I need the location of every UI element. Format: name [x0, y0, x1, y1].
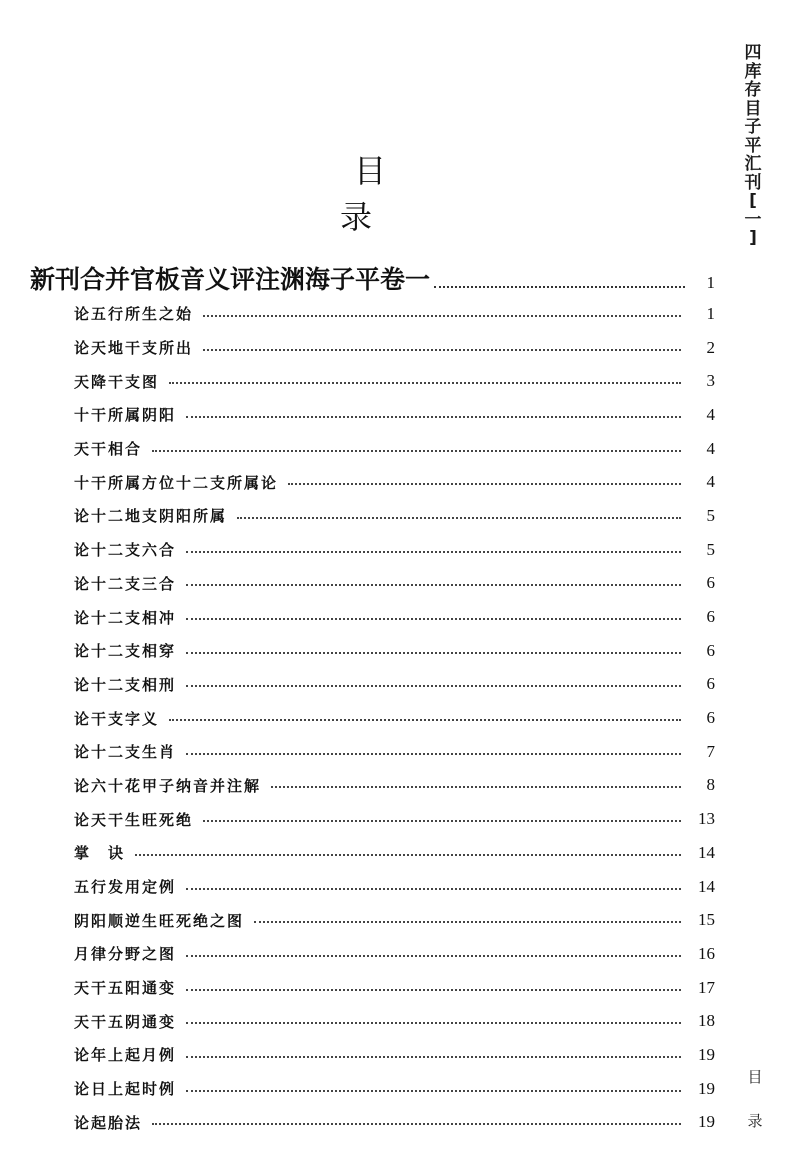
toc-entry: [74, 1004, 715, 1038]
toc-entry-page: 16: [698, 943, 715, 963]
toc-entry-title: 天降干支图: [74, 372, 160, 391]
toc-entry-page: 15: [698, 910, 715, 930]
toc-entry-page: 14: [698, 842, 715, 862]
side-title-char: 目: [744, 98, 762, 119]
dot-leader: [271, 786, 681, 788]
toc-entry-page: 7: [706, 741, 715, 761]
toc-entry-title: 论年上起月例: [74, 1046, 177, 1065]
toc-entry: [74, 432, 715, 466]
section-label: [743, 1055, 767, 1143]
dot-leader: [186, 753, 681, 755]
toc-entry: [74, 1106, 715, 1140]
side-title-char: 子: [744, 117, 762, 137]
toc-entry-title: 论十二地支阴阳所属: [74, 507, 228, 526]
toc-entry-title: 论干支字义: [74, 709, 160, 728]
toc-entry-title: 论十二支生肖: [74, 743, 177, 762]
toc-entry-title: 论十二支相冲: [74, 608, 177, 627]
toc-entry-page: 4: [706, 438, 715, 458]
toc-entry: [74, 937, 715, 971]
dot-leader: [152, 1123, 681, 1125]
side-title-char: 存: [744, 80, 762, 100]
toc-entry-title: 天干五阴通变: [74, 1012, 177, 1031]
toc-entry-title: 五行发用定例: [74, 878, 177, 897]
dot-leader: [186, 416, 681, 418]
dot-leader: [203, 315, 681, 317]
toc-entry-title: 论起胎法: [74, 1113, 143, 1132]
toc-entry-title: 论日上起时例: [74, 1080, 177, 1099]
toc-entry-page: 5: [706, 539, 715, 559]
toc-entry-title: 论十二支六合: [74, 541, 177, 560]
toc-entry: [74, 465, 715, 499]
side-title-char: 刊: [744, 172, 762, 193]
toc-entry-page: 6: [706, 573, 715, 593]
dot-leader: [186, 1090, 681, 1092]
toc-entry-page: 14: [698, 876, 715, 896]
dot-leader: [186, 888, 681, 890]
toc-entry-page: 6: [706, 607, 715, 627]
toc-entry: [74, 735, 715, 769]
dot-leader: [186, 584, 681, 586]
toc-entry: [74, 567, 715, 601]
dot-leader: [434, 286, 685, 288]
side-title-char: 平: [744, 135, 762, 156]
toc-entry-title: 论六十花甲子纳音并注解: [74, 776, 262, 795]
side-title-char: 一: [744, 209, 762, 230]
toc-entry: [74, 668, 715, 702]
toc-entry: [74, 903, 715, 937]
dot-leader: [186, 989, 681, 991]
toc-entry-page: 6: [706, 674, 715, 694]
toc-entry-page: 19: [698, 1044, 715, 1064]
side-title-char: ]: [749, 228, 757, 248]
dot-leader: [152, 450, 681, 452]
toc-entry: [74, 634, 715, 668]
toc-entry: [74, 331, 715, 365]
dot-leader: [186, 685, 681, 687]
toc-entry-page: 18: [698, 1011, 715, 1031]
toc-entry-title: 论五行所生之始: [74, 305, 194, 324]
dot-leader: [186, 551, 681, 553]
dot-leader: [203, 349, 681, 351]
side-title-char: [: [749, 191, 757, 211]
page-title: 目 录: [339, 152, 475, 236]
toc-entry: [74, 533, 715, 567]
toc-entry: [74, 1038, 715, 1072]
toc-entry-page: 5: [706, 505, 715, 525]
toc-entry: [74, 1072, 715, 1106]
toc-entry: [74, 870, 715, 904]
toc-entry-title: 十干所属方位十二支所属论: [74, 473, 279, 492]
toc-entry-title: 天干五阳通变: [74, 979, 177, 998]
toc-entry-title: 论十二支相穿: [74, 642, 177, 661]
toc-entry-page: 6: [706, 708, 715, 728]
dot-leader: [186, 652, 681, 654]
toc-entry-page: 17: [698, 977, 715, 997]
toc-entry: [74, 398, 715, 432]
toc-entry: [74, 971, 715, 1005]
toc-entry-page: 2: [706, 337, 715, 357]
toc-entry-title: 论天干生旺死绝: [74, 810, 194, 829]
toc-entry-title: 论十二支三合: [74, 574, 177, 593]
toc-entry: [74, 836, 715, 870]
toc-entry-title: 阴阳顺逆生旺死绝之图: [74, 911, 245, 930]
toc-entry-title: 论十二支相刑: [74, 675, 177, 694]
toc-entry: [74, 364, 715, 398]
dot-leader: [169, 382, 681, 384]
toc-entry-title: 掌 诀: [74, 844, 126, 863]
toc-entry: [74, 499, 715, 533]
side-title-char: 汇: [744, 154, 762, 174]
toc-entry-page: 4: [706, 404, 715, 424]
volume-page-number: 1: [706, 273, 715, 292]
side-title-char: 库: [744, 61, 762, 82]
toc-entry: [74, 701, 715, 735]
toc-entry-page: 8: [706, 775, 715, 795]
dot-leader: [186, 1022, 681, 1024]
side-title-char: 四: [744, 43, 762, 63]
dot-leader: [186, 955, 681, 957]
toc-entry: [74, 802, 715, 836]
dot-leader: [186, 618, 681, 620]
toc-entry-title: 论天地干支所出: [74, 339, 194, 358]
toc-entry-page: 19: [698, 1078, 715, 1098]
dot-leader: [135, 854, 681, 856]
section-label-char: 录: [747, 1112, 763, 1130]
toc-entry: [74, 769, 715, 803]
dot-leader: [186, 1056, 681, 1058]
table-of-contents: [74, 297, 715, 1139]
dot-leader: [237, 517, 681, 519]
toc-entry-title: 十干所属阴阳: [74, 406, 177, 425]
volume-title: 新刊合并官板音义评注渊海子平卷一: [30, 265, 431, 294]
toc-entry-page: 6: [706, 640, 715, 660]
toc-entry-page: 3: [706, 371, 715, 391]
toc-entry-title: 天干相合: [74, 440, 143, 459]
toc-entry-page: 4: [706, 472, 715, 492]
toc-entry-page: 13: [698, 809, 715, 829]
toc-volume-entry: [30, 258, 715, 298]
toc-entry: [74, 297, 715, 331]
toc-entry: [74, 600, 715, 634]
toc-entry-page: 1: [706, 303, 715, 323]
dot-leader: [254, 921, 681, 923]
dot-leader: [203, 820, 681, 822]
section-label-char: 目: [747, 1068, 763, 1086]
running-book-title: [738, 44, 768, 248]
dot-leader: [169, 719, 681, 721]
toc-entry-page: 19: [698, 1112, 715, 1132]
dot-leader: [288, 483, 681, 485]
toc-entry-title: 月律分野之图: [74, 945, 177, 964]
